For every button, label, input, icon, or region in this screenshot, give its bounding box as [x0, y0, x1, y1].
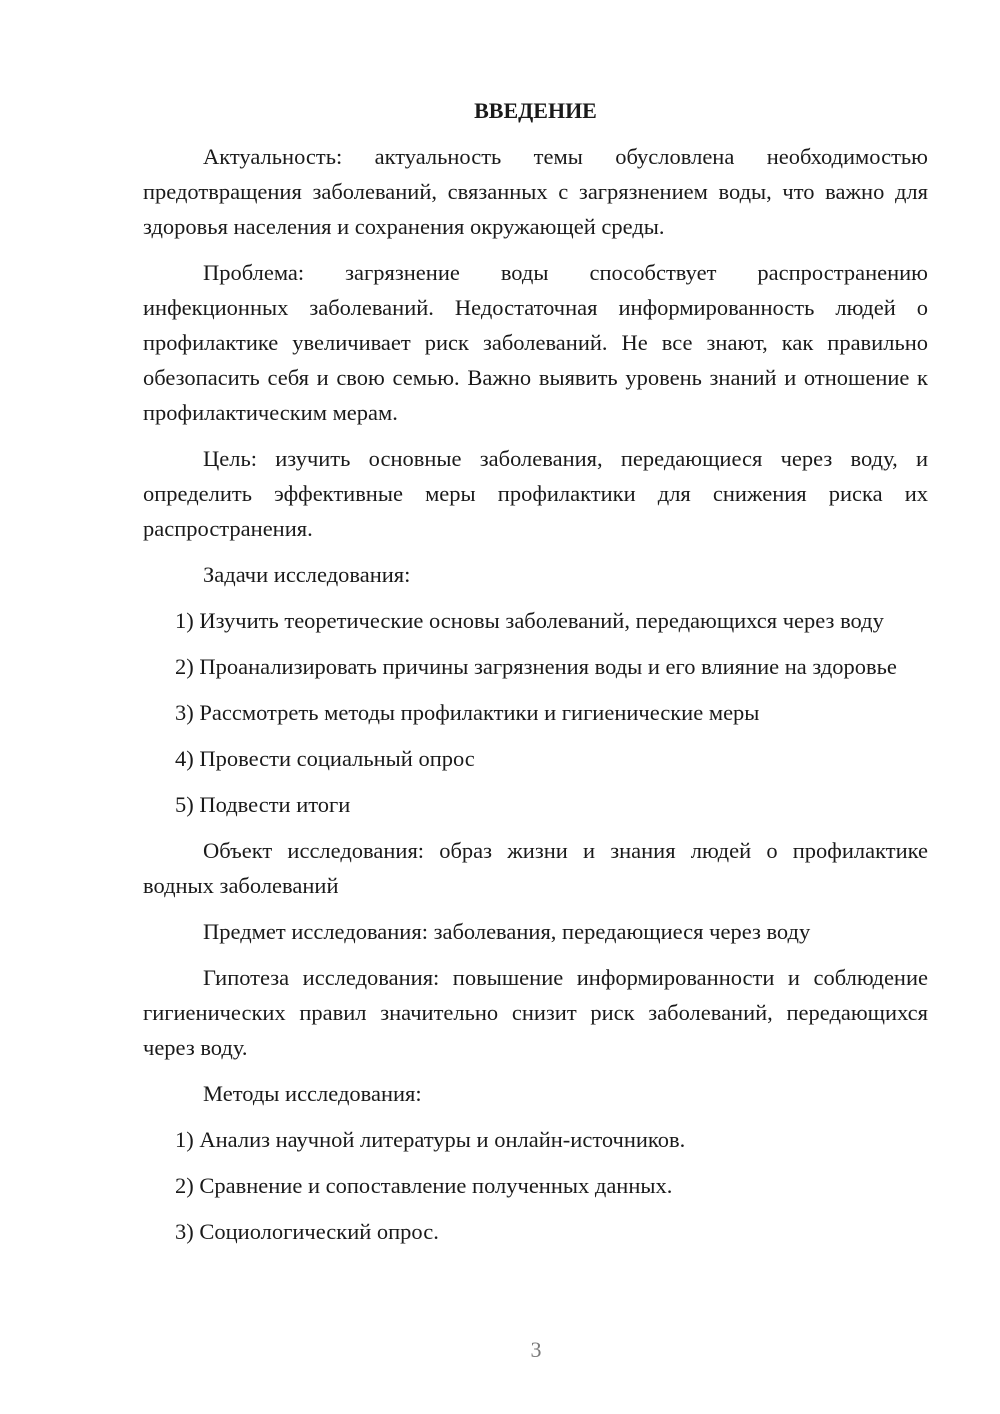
page-content [143, 94, 928, 1260]
task-item: 3) Рассмотреть методы профилактики и гигиенические меры [175, 700, 760, 725]
hypothesis-paragraph: Гипотеза исследования: повышение информированности и соблюдение гигиенических правил значительно снизит риск заболеваний, передающихся через воду. [143, 965, 928, 1060]
method-item: 1) Анализ научной литературы и онлайн-источников. [175, 1127, 686, 1152]
methods-heading: Методы исследования: [203, 1081, 422, 1106]
goal-paragraph: Цель: изучить основные заболевания, передающиеся через воду, и определить эффективные меры профилактики для снижения риска их распространения. [143, 446, 928, 541]
problem-paragraph: Проблема: загрязнение воды способствует распространению инфекционных заболеваний. Недостаточная информированность людей о профилактике увеличивает риск заболеваний. Не все знают, как правильно обезопасить себя и свою семью. Важно выявить уровень знаний и отношение к профилактическим мерам. [143, 260, 928, 425]
method-item: 2) Сравнение и сопоставление полученных данных. [175, 1173, 673, 1198]
task-item: 4) Провести социальный опрос [175, 746, 475, 771]
task-item: 2) Проанализировать причины загрязнения воды и его влияние на здоровье [175, 654, 897, 679]
task-item: 1) Изучить теоретические основы заболеваний, передающихся через воду [175, 608, 884, 633]
method-item: 3) Социологический опрос. [175, 1219, 439, 1244]
task-item: 5) Подвести итоги [175, 792, 351, 817]
object-paragraph: Объект исследования: образ жизни и знания людей о профилактике водных заболеваний [143, 838, 928, 898]
page-title: ВВЕДЕНИЕ [474, 98, 597, 123]
relevance-paragraph: Актуальность: актуальность темы обусловлена необходимостью предотвращения заболеваний, связанных с загрязнением воды, что важно для здоровья населения и сохранения окружающей среды. [143, 144, 928, 239]
subject-paragraph: Предмет исследования: заболевания, передающиеся через воду [203, 919, 811, 944]
page-number: 3 [530, 1337, 542, 1362]
tasks-heading: Задачи исследования: [203, 562, 411, 587]
